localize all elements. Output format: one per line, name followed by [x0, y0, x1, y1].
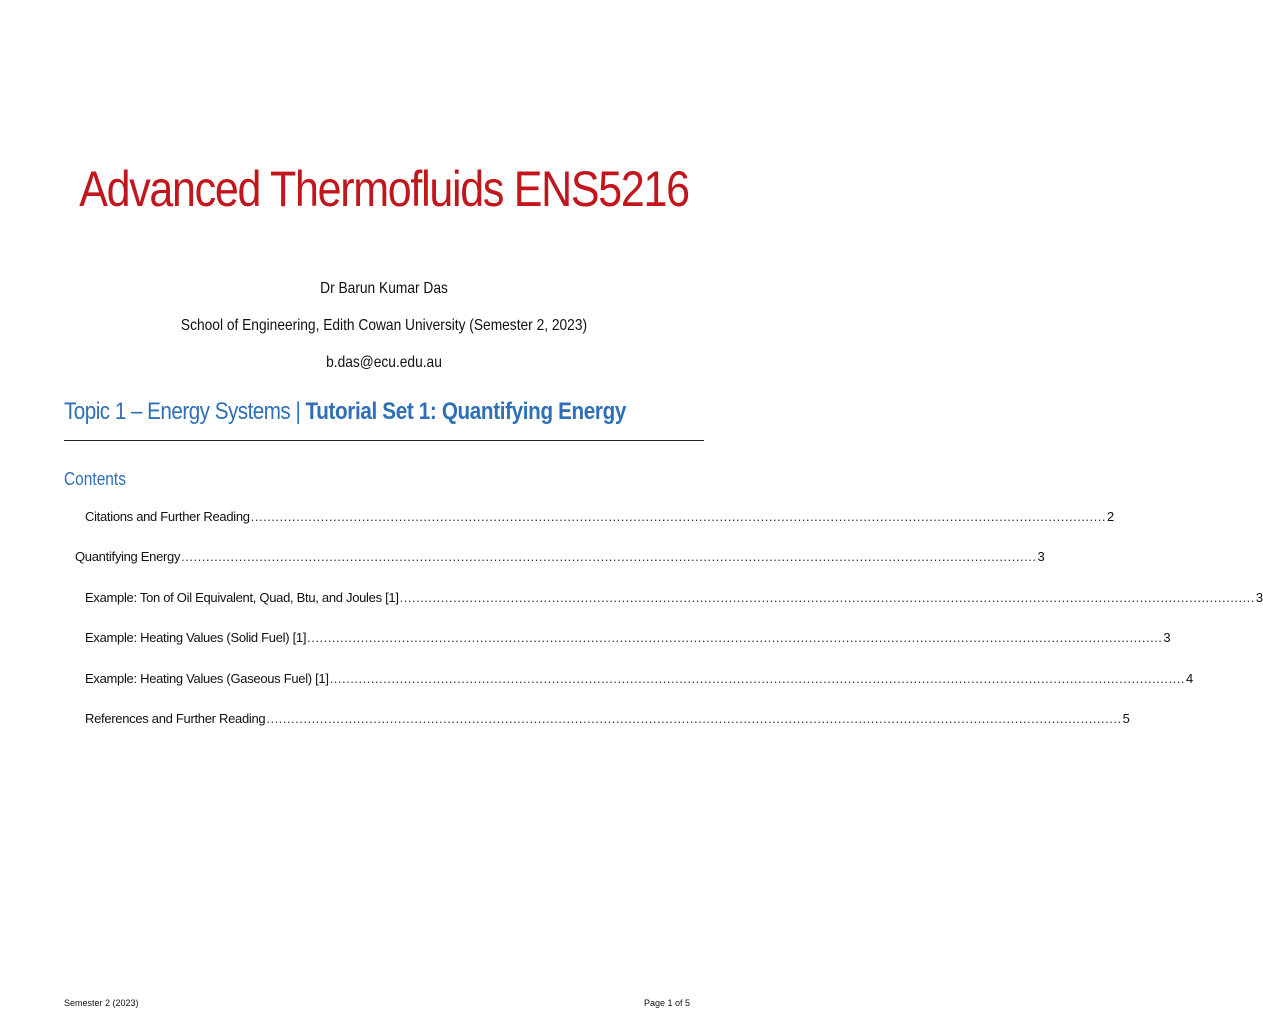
toc-entry[interactable] [85, 711, 1130, 729]
toc-entry-page: 3 [1037, 549, 1045, 564]
toc-entry[interactable] [85, 590, 1263, 608]
document-title: Advanced Thermofluids ENS5216 [79, 161, 689, 217]
toc-entry-page: 2 [1107, 509, 1115, 524]
toc-entry-page: 4 [1185, 671, 1194, 686]
toc-entry[interactable] [85, 671, 1194, 689]
topic-heading [64, 398, 626, 426]
toc-entry-label: Quantifying Energy [75, 549, 181, 564]
toc-entry-label: Citations and Further Reading [85, 509, 250, 524]
toc-dot-leader: ................................................................................................................................................................................................................ [399, 590, 1255, 605]
topic-tutorial-title: Tutorial Set 1: Quantifying Energy [305, 398, 627, 425]
footer-semester: Semester 2 (2023) [64, 998, 139, 1008]
heading-divider [64, 440, 704, 441]
toc-entry[interactable] [85, 509, 1115, 527]
toc-entry-label: References and Further Reading [85, 711, 266, 726]
toc-entry-label: Example: Ton of Oil Equivalent, Quad, Btu, and Joules [1] [85, 590, 399, 605]
toc-dot-leader: ................................................................................................................................................................................................................ [266, 711, 1122, 726]
toc-dot-leader: ................................................................................................................................................................................................................ [329, 671, 1185, 686]
toc-dot-leader: ................................................................................................................................................................................................................ [250, 509, 1106, 524]
toc-entry-label: Example: Heating Values (Gaseous Fuel) [1] [85, 671, 329, 686]
author-name: Dr Barun Kumar Das [320, 280, 448, 297]
footer-page-number: Page 1 of 5 [643, 998, 690, 1008]
toc-entry[interactable] [85, 630, 1171, 648]
author-email: b.das@ecu.edu.au [326, 354, 442, 371]
toc-entry-page: 3 [1255, 590, 1263, 605]
toc-entry-page: 5 [1122, 711, 1130, 726]
toc-entry-page: 3 [1163, 630, 1171, 645]
author-affiliation: School of Engineering, Edith Cowan University (Semester 2, 2023) [180, 317, 588, 334]
topic-prefix: Topic 1 – Energy Systems | [64, 398, 306, 425]
toc-dot-leader: ................................................................................................................................................................................................................ [307, 630, 1163, 645]
toc-entry-label: Example: Heating Values (Solid Fuel) [1] [85, 630, 307, 645]
toc-dot-leader: ................................................................................................................................................................................................................ [181, 549, 1037, 564]
contents-heading: Contents [64, 469, 126, 489]
toc-entry[interactable] [75, 549, 1045, 567]
